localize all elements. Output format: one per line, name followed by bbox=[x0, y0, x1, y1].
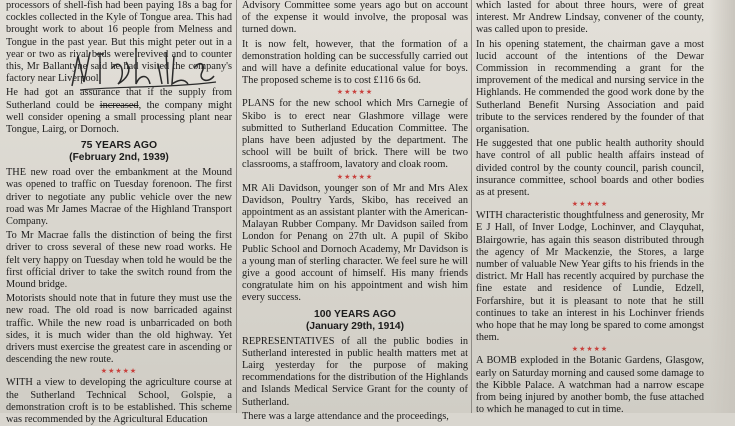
struck-word: increased bbox=[99, 99, 139, 111]
column-rule-2 bbox=[471, 0, 472, 413]
meeting-para-3: He suggested that one public health authority should have control of all public health affairs instead of divided control by the county council, parish council, insurance committee, school boards and other bodies as at present. bbox=[476, 138, 704, 199]
agriculture-course-para: WITH a view to developing the agriculture course at the Sutherland Technical School, Golspie, a demonstration croft is to be established. This scheme was recommended by the Agricultural Education bbox=[6, 377, 232, 426]
cockle-article-para-1: processors of shell-fish had been paying 18s a bag for cockles collected in the Kyle of Tongue area. This had brought work to about 16 people from Melness and Tongue in the past year. But this might peter out in a year or two as rival beds were revived and to counter this, Mr Ballantyne said he had visited the company's factory near Liverpool. bbox=[6, 0, 232, 85]
croft-para-1: Advisory Committee some years ago but on account of the expense it would involve, the proposal was turned down. bbox=[242, 0, 468, 36]
meeting-para-2: In his opening statement, the chairman gave a most lucid account of the intentions of the Dewar Commission in recommending a grant for the improvement of the medical and nursing service in the Highlands. He commended the good work done by the Sutherland Benefit Nursing Association and paid tribute to the services rendered by the founder of that organisation. bbox=[476, 38, 704, 136]
page-edge-shadow bbox=[709, 0, 735, 413]
column-rule-1 bbox=[236, 0, 237, 413]
mound-road-para-1: THE new road over the embankment at the Mound was opened to traffic on Tuesday forenoon. The first driver to negotiate any public vehicle over the new road was Mr James Macrae of the Highland Transport Company. bbox=[6, 167, 232, 228]
davidson-appointment-para: MR Ali Davidson, younger son of Mr and Mrs Alex Davidson, Poultry Yards, Skibo, has received an appointment as an assistant planter with the American-Malayan Rubber Company. Mr Davidson sailed from London for Penang on 27th ult. A pupil of Skibo Public School and Dornoch Academy, Mr Davidson is a young man of sterling character. We feel sure he will give a good account of himself. His many friends congratulate him on his appointment and wish him every success. bbox=[242, 182, 468, 304]
heading-100-years-ago: 100 YEARS AGO bbox=[313, 308, 396, 320]
public-health-para-2: There was a large attendance and the proceedings, bbox=[242, 410, 449, 422]
para-2-start: He had got an assurance that if the supply from Sutherland could be bbox=[6, 87, 232, 111]
public-health-para-1: REPRESENTATIVES of all the public bodies in Sutherland interested in public health matters met at Lairg yesterday for the purpose of making recommendations for the distribution of the Highlands and Islands Medical Service Grant for the county of Sutherland. bbox=[242, 335, 468, 408]
star-divider: ★★★★★ bbox=[336, 172, 374, 181]
heading-75-years-ago: 75 YEARS AGO bbox=[80, 140, 158, 152]
column-1 bbox=[6, 0, 232, 426]
mound-road-para-3: Motorists should note that in future they must use the new road. The old road is now barricaded against traffic. While the new road is unbarricaded on both sides, it is much wider than the old highway. Yet drivers must exercise the greatest care in ascending or descending the new route. bbox=[6, 293, 232, 366]
column-3 bbox=[476, 0, 704, 417]
cockle-article-para-2 bbox=[6, 87, 232, 136]
bomb-para: A BOMB exploded in the Botanic Gardens, Glasgow, early on Saturday morning and caused some damage to the Kibble Palace. A watchman had a narrow escape from being injured by another bomb, the fuse attached to which he managed to cut in time. bbox=[476, 355, 704, 416]
column-2 bbox=[242, 0, 468, 423]
star-divider: ★★★★★ bbox=[571, 200, 609, 209]
star-divider: ★★★★★ bbox=[336, 88, 374, 97]
mound-road-para-2: To Mr Macrae falls the distinction of being the first driver to cross several of these new road works. He felt very happy on Tuesday when told he would be the first official driver to take the switch round from the Mound bridge. bbox=[6, 230, 232, 291]
skibo-school-para: PLANS for the new school which Mrs Carnegie of Skibo is to erect near Glashmore village were submitted to Sutherland Education Committee. The plans have been adjusted by the department. The school will be built of brick. There will be two classrooms, a staffroom, lavatory and cloak room. bbox=[242, 98, 468, 171]
croft-para-2: It is now felt, however, that the formation of a demonstration holding can be successfully carried out and will have a definite educational value for boys. The proposed scheme is to cost £116 6s 6d. bbox=[242, 38, 468, 87]
hall-gifts-para: WITH characteristic thoughtfulness and generosity, Mr E J Hall, of Inver Lodge, Lochinver, and Clayquhat, Blairgowrie, has again this season distributed through the agency of Mr Mackenzie, the Stores, a large number of valuable New Year gifts to his friends in the district. Mr Hall has recently acquired by purchase the fine estate and residence of Lundie, Edzell, Forfarshire, but it is pleasant to note that he still continues to take an interest in his Lochinver friends who hope that he may long be spared to come amongst them. bbox=[476, 210, 704, 344]
star-divider: ★★★★★ bbox=[100, 367, 138, 376]
subhead-date-1939: (February 2nd, 1939) bbox=[69, 152, 169, 164]
para-2-end: , the company might well consider opening a small processing plant near Tongue, Lairg, or Dornoch. bbox=[6, 99, 232, 136]
subhead-date-1914: (January 29th, 1914) bbox=[306, 320, 404, 332]
star-divider: ★★★★★ bbox=[571, 345, 609, 354]
meeting-para-1: which lasted for about three hours, were of great interest. Mr Andrew Lindsay, convener of the county, was called upon to preside. bbox=[476, 0, 704, 36]
